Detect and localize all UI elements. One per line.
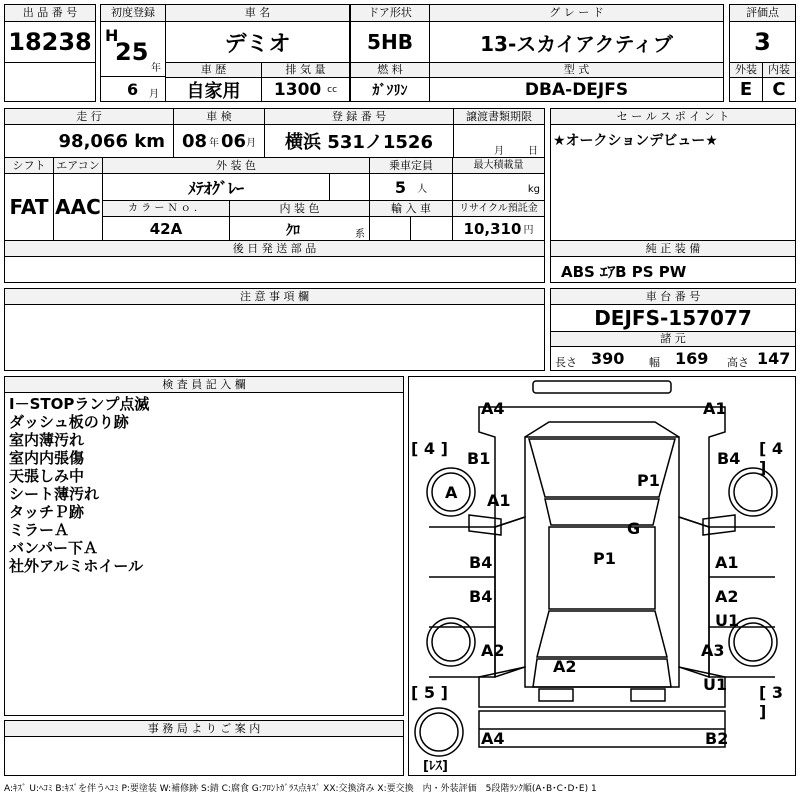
displacement-label: 排 気 量 [261,62,350,78]
int-color: ｸﾛ [286,223,300,239]
mark-a2-left: A2 [481,641,505,660]
lot-no-label: 出 品 番 号 [4,4,96,22]
capacity: 5 [394,177,406,197]
width-label: 幅 [649,356,660,369]
notes-cell [4,304,545,371]
inspector-note: 室内内張傷 [9,449,85,467]
ac-label: エアコン [53,157,103,174]
transfer-month-unit: 月 [494,146,504,157]
mileage-unit: km [134,130,165,152]
mark-g: G [627,519,641,538]
score-label: 評価点 [729,4,796,22]
inspection-month: 06 [221,130,247,152]
mark-u1-right: U1 [715,611,740,630]
sales-label: セ ー ル ス ポ イ ン ト [550,108,796,125]
notes-label: 注 意 事 項 欄 [4,288,545,305]
displacement-cell [261,77,350,102]
transfer-day-unit: 日 [528,146,538,157]
inspection-year: 08 [181,130,207,152]
capacity-unit: 人 [417,183,428,195]
int-color-cell [229,216,370,241]
mark-b4-right: B4 [717,449,741,468]
height: 147 [757,349,791,368]
first-reg-label: 初度登録 [100,4,166,22]
year-unit: 年 [151,63,161,74]
fuel: ｶﾞｿﾘﾝ [350,77,430,102]
specs-cell [550,346,796,371]
later-parts-cell [4,256,545,283]
mark-a3-right: A3 [701,641,725,660]
color: ﾒﾃｵｸﾞﾚｰ [102,173,330,201]
width: 169 [675,349,709,368]
reg-label: 登 録 番 号 [264,108,454,125]
inspector-note: バンパー下Ａ [9,539,98,557]
mark-p1-mid: P1 [593,549,616,568]
load-cell [452,173,545,201]
car-diagram [408,376,796,776]
specs-label: 諸 元 [550,331,796,347]
reg-number: 横浜 531ノ1526 [264,124,454,158]
length: 390 [591,349,625,368]
mark-a4-top: A4 [481,399,505,418]
mark-a1-left: A1 [487,491,511,510]
recycle-cell [452,216,545,241]
score: 3 [729,21,796,63]
fuel-label: 燃 料 [350,62,430,78]
import-cell-b [410,216,453,241]
car-name-label: 車 名 [165,4,350,22]
shift: FAT [4,173,54,241]
inspector-note: 室内薄汚れ [9,431,85,449]
first-reg-year-cell [100,21,166,77]
mark-b1: B1 [467,449,491,468]
lot-no-blank [4,62,96,102]
tire-rear-left-label: [ 5 ] [411,683,448,702]
interior-label: 内装 [762,62,796,78]
inspector-note: I－STOPランプ点滅 [9,395,150,413]
door: 5HB [350,21,430,63]
chassis-no: DEJFS-157077 [550,304,796,332]
sales-cell [550,124,796,241]
chassis-label: 車 台 番 号 [550,288,796,305]
color-no-label: カ ラ ー Ｎ ｏ ． [102,200,230,217]
inspector-notes [4,392,404,716]
import-label: 輸 入 車 [369,200,453,217]
mileage: 98,066 [58,130,128,152]
later-parts-label: 後 日 発 送 部 品 [4,240,545,257]
car-name: デミオ [165,21,350,63]
lot-no: 18238 [4,21,96,63]
model: DBA-DEJFS [429,77,724,102]
mark-p1-top: P1 [637,471,660,490]
office-label: 事 務 局 よ り ご 案 内 [4,720,404,737]
model-label: 型 式 [429,62,724,78]
shift-label: シフト [4,157,54,174]
length-label: 長さ [555,356,577,369]
car-outline [409,377,795,775]
first-reg-year: 25 [115,38,149,66]
recycle: 10,310 [463,219,522,238]
equipment: ABS ｴｱB PS PW [561,263,687,281]
mark-a1-top: A1 [703,399,727,418]
exterior-label: 外装 [729,62,763,78]
transfer-cell [453,124,545,158]
inspector-note: ミラーＡ [9,521,70,539]
office-cell [4,736,404,776]
inspection-year-unit: 年 [209,137,219,149]
month-unit: 月 [149,89,159,100]
ac: AAC [53,173,103,241]
legend-footer: A:ｷｽﾞ U:ﾍｺﾐ B:ｷｽﾞを伴うﾍｺﾐ P:要塗装 W:補修跡 S:錆 C:腐食 G:ﾌﾛﾝﾄｶﾞﾗｽ点ｷｽﾞ XX:交換済み X:要交換 内・外装評価 5段階ﾗﾝｸ順(A･B･C･D･E) 1 [4,784,597,794]
recycle-unit: 円 [523,225,534,236]
load-label: 最大積載量 [452,157,545,174]
inspection-month-unit: 月 [246,137,257,149]
int-color-unit: 系 [355,229,365,240]
int-color-label: 内 装 色 [229,200,370,217]
first-reg-month-cell [100,76,166,102]
mark-a2-bottom: A2 [553,657,577,676]
inspector-note: 社外アルミホイール [9,557,144,575]
mileage-label: 走 行 [4,108,174,125]
grade: 13-スカイアクティブ [429,21,724,63]
capacity-cell [369,173,453,201]
first-reg-month: 6 [127,80,139,99]
recycle-label: リサイクル預託金 [452,200,545,217]
equip-label: 純 正 装 備 [550,240,796,257]
sales-point: ★オークションデビュー★ [553,133,718,149]
era: H [105,26,119,45]
displacement: 1300 [273,79,322,100]
inspection-label: 車 検 [173,108,265,125]
history: 自家用 [165,77,262,102]
mark-a4-bottom: A4 [481,729,505,748]
displacement-unit: cc [327,84,338,95]
import-cell-a [369,216,411,241]
tire-front-left-label: [ 4 ] [411,439,448,458]
height-label: 高さ [727,356,749,369]
equip-cell [550,256,796,283]
history-label: 車 歴 [165,62,262,78]
inspector-note: タッチＰ跡 [9,503,85,521]
capacity-label: 乗車定員 [369,157,453,174]
mark-b4-left-2: B4 [469,587,493,606]
inspector-note: シート薄汚れ [9,485,100,503]
load-unit: kg [527,184,540,195]
mark-a-wheel: A [445,483,458,502]
inspector-note: 天張しみ中 [9,467,85,485]
interior-score: C [762,77,796,102]
inspector-label: 検 査 員 記 入 欄 [4,376,404,393]
grade-label: グ レ ー ド [429,4,724,22]
door-label: ドア形状 [350,4,430,22]
color-blank [329,173,370,201]
mark-a1-right: A1 [715,553,739,572]
mark-b4-left: B4 [469,553,493,572]
inspection-cell [173,124,265,158]
tire-front-right-label: [ 4 ] [759,439,784,477]
mark-a2-right: A2 [715,587,739,606]
spare-tire-label: [ﾚｽ] [423,759,448,774]
mark-u1-bottom: U1 [703,675,728,694]
inspector-note: ダッシュ板のり跡 [9,413,129,431]
tire-rear-right-label: [ 3 ] [759,683,784,721]
exterior-score: E [729,77,763,102]
mileage-cell [4,124,174,158]
transfer-label: 譲渡書類期限 [453,108,545,125]
color-label: 外 装 色 [102,157,370,174]
mark-b2-bottom: B2 [705,729,729,748]
color-no: 42A [102,216,230,241]
